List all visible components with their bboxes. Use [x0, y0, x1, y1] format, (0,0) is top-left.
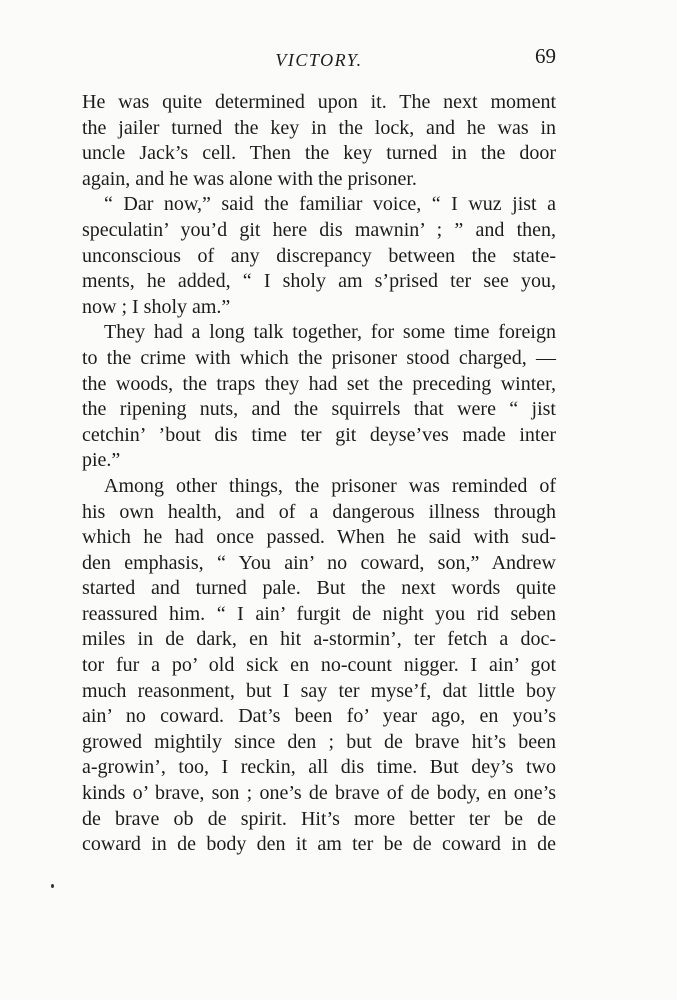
- body-text: [82, 90, 556, 858]
- text-line: growed mightily since den ; but de brave hit’s been: [82, 730, 556, 753]
- text-line: tor fur a po’ old sick en no-count nigger. I ain’ got: [82, 654, 556, 677]
- text-line: He was quite determined upon it. The next moment: [82, 91, 556, 113]
- text-line: unconscious of any discrepancy between the state-: [82, 244, 556, 267]
- text-line: miles in de dark, en hit a-stormin’, ter fetch a doc-: [82, 628, 556, 651]
- running-title: VICTORY.: [275, 50, 363, 70]
- text-line: den emphasis, “ You ain’ no coward, son,” Andrew: [82, 551, 556, 574]
- text-line: now ; I sholy am.”: [82, 295, 231, 318]
- text-line: his own health, and of a dangerous illness through: [82, 500, 556, 523]
- text-line: cetchin’ ’bout dis time ter git deyse’ves made inter: [82, 423, 556, 446]
- text-line: started and turned pale. But the next words quite: [82, 577, 556, 600]
- text-line: reassured him. “ I ain’ furgit de night you rid seben: [82, 602, 556, 625]
- text-line: the jailer turned the key in the lock, and he was in: [82, 116, 556, 139]
- page-header: [82, 44, 556, 74]
- text-line: to the crime with which the prisoner stood charged, —: [82, 346, 556, 369]
- text-line: much reasonment, but I say ter myse’f, dat little boy: [82, 679, 556, 702]
- text-line: Among other things, the prisoner was reminded of: [104, 474, 556, 497]
- text-line: a-growin’, too, I reckin, all dis time. But dey’s two: [82, 756, 556, 779]
- text-line: uncle Jack’s cell. Then the key turned in the door: [82, 142, 556, 165]
- page-number: 69: [535, 44, 556, 68]
- text-line: speculatin’ you’d git here dis mawnin’ ; ” and then,: [82, 218, 556, 241]
- text-line: de brave ob de spirit. Hit’s more better ter be de: [82, 807, 556, 830]
- text-line: again, and he was alone with the prisoner.: [82, 167, 417, 190]
- text-line: ments, he added, “ I sholy am s’prised ter see you,: [82, 270, 556, 293]
- text-line: kinds o’ brave, son ; one’s de brave of de body, en one’s: [82, 782, 556, 805]
- text-line: “ Dar now,” said the familiar voice, “ I wuz jist a: [104, 193, 556, 216]
- text-line: which he had once passed. When he said with sud-: [82, 526, 556, 549]
- text-line: ain’ no coward. Dat’s been fo’ year ago, en you’s: [82, 705, 556, 728]
- text-line: pie.”: [82, 449, 121, 472]
- text-line: coward in de body den it am ter be de coward in de: [82, 833, 556, 856]
- text-line: They had a long talk together, for some time foreign: [104, 321, 556, 344]
- text-line: the woods, the traps they had set the preceding winter,: [82, 372, 556, 395]
- text-line: the ripening nuts, and the squirrels that were “ jist: [82, 398, 556, 421]
- ink-speck: [51, 884, 54, 888]
